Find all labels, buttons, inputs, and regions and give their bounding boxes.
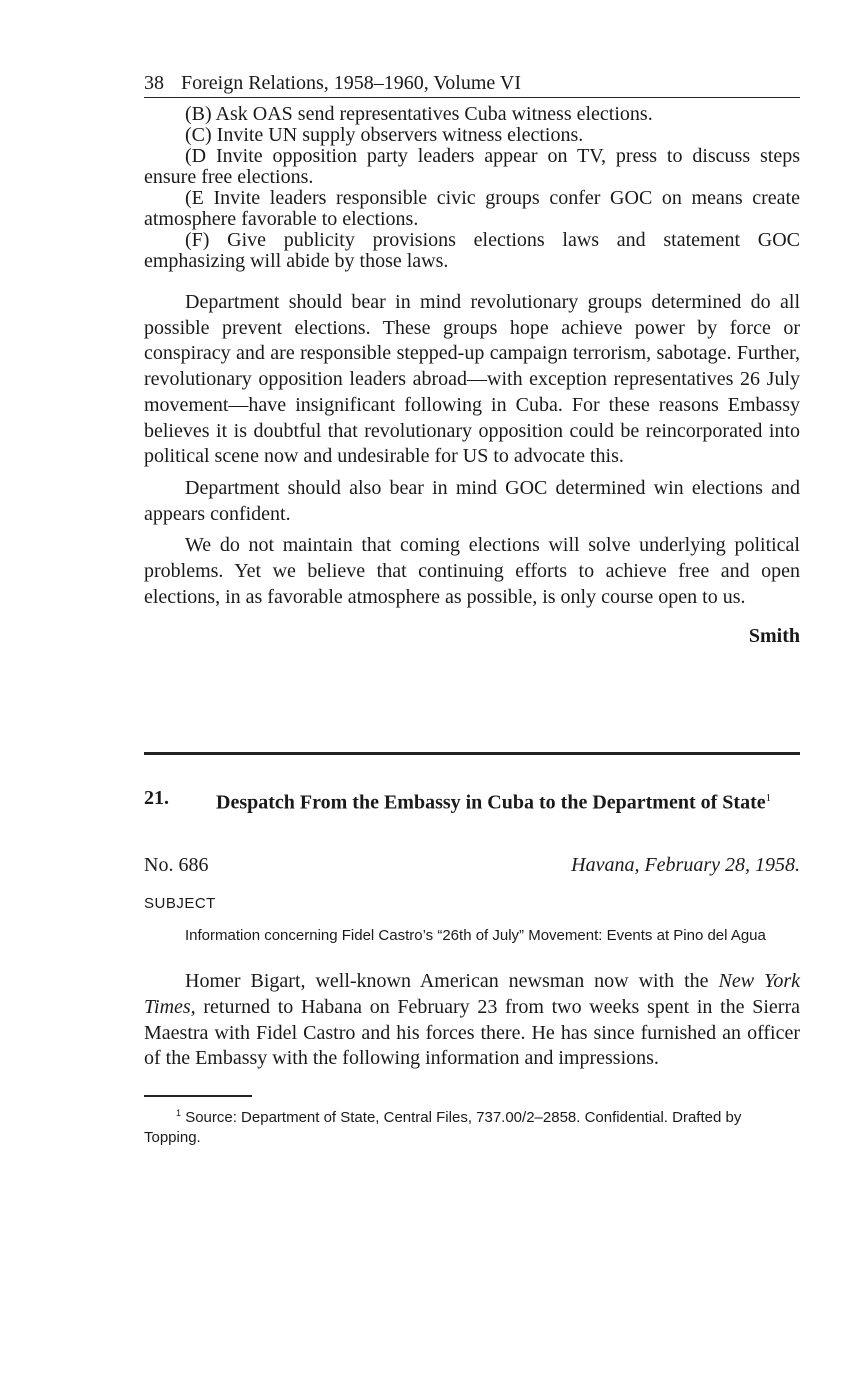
recommendation-item: (F) Give publicity provisions elections laws and statement GOC emphasizing will abide by those laws. <box>144 229 800 272</box>
telegram-body <box>144 290 800 610</box>
document-page <box>144 70 800 1148</box>
document-number: 21. <box>144 787 169 810</box>
page-number: 38 <box>144 72 164 94</box>
despatch-body <box>144 969 800 1072</box>
document-title-wrap <box>216 785 771 816</box>
newspaper-title: New York Times, <box>144 970 800 1018</box>
subject-label: SUBJECT <box>144 895 216 913</box>
footnote <box>144 1103 800 1148</box>
recommendation-item: (B) Ask OAS send representatives Cuba witness elections. <box>185 103 653 125</box>
recommendation-item: (E Invite leaders responsible civic groups confer GOC on means create atmosphere favorable to elections. <box>144 187 800 230</box>
body-paragraph: Department should bear in mind revolutionary groups determined do all possible prevent elections. These groups hope achieve power by force or conspiracy and are responsible stepped-up campaign terrorism, sabotage. Further, revolutionary opposition leaders abroad—with exception representatives 26 July movement—have insignificant following in Cuba. For these reasons Embassy believes it is doubtful that revolutionary opposition could be reincorporated into political scene now and undesirable for US to advocate this. <box>144 291 800 468</box>
subject-text: Information concerning Fidel Castro’s “26th of July” Movement: Events at Pino del Agua <box>185 927 766 945</box>
footnote-marker: 1 <box>176 1107 182 1118</box>
document-heading <box>144 785 800 816</box>
signature: Smith <box>748 625 800 648</box>
body-text-part: Homer Bigart, well-known American newsman now with the <box>185 970 719 993</box>
recommendation-item: (C) Invite UN supply observers witness elections. <box>185 124 584 146</box>
volume-title: Foreign Relations, 1958–1960, Volume VI <box>181 72 521 94</box>
despatch-number: No. 686 <box>144 854 209 877</box>
footnote-text: Source: Department of State, Central Files, 737.00/2–2858. Confidential. Drafted by Topping. <box>144 1108 742 1146</box>
body-paragraph: Department should also bear in mind GOC determined win elections and appears confident. <box>144 476 800 525</box>
footnote-rule <box>144 1095 252 1097</box>
recommendation-list <box>144 104 800 272</box>
place-date: Havana, February 28, 1958. <box>571 854 800 877</box>
footnote-ref: 1 <box>765 792 772 805</box>
body-paragraph <box>144 969 800 1072</box>
despatch-meta <box>144 854 800 877</box>
document-title: Despatch From the Embassy in Cuba to the Department of State <box>216 792 766 815</box>
body-text-part: returned to Habana on February 23 from two weeks spent in the Sierra Maestra with Fidel Castro and his forces there. He has since furnished an officer of the Embassy with the following information and impressions. <box>144 995 800 1070</box>
body-paragraph: We do not maintain that coming elections will solve underlying political problems. Yet we believe that continuing efforts to achieve free and open elections, in as favorable atmosphere as possible, is only course open to us. <box>144 534 800 608</box>
recommendation-item: (D Invite opposition party leaders appear on TV, press to discuss steps ensure free elections. <box>144 145 800 188</box>
section-divider <box>144 752 800 755</box>
running-head <box>144 70 800 98</box>
